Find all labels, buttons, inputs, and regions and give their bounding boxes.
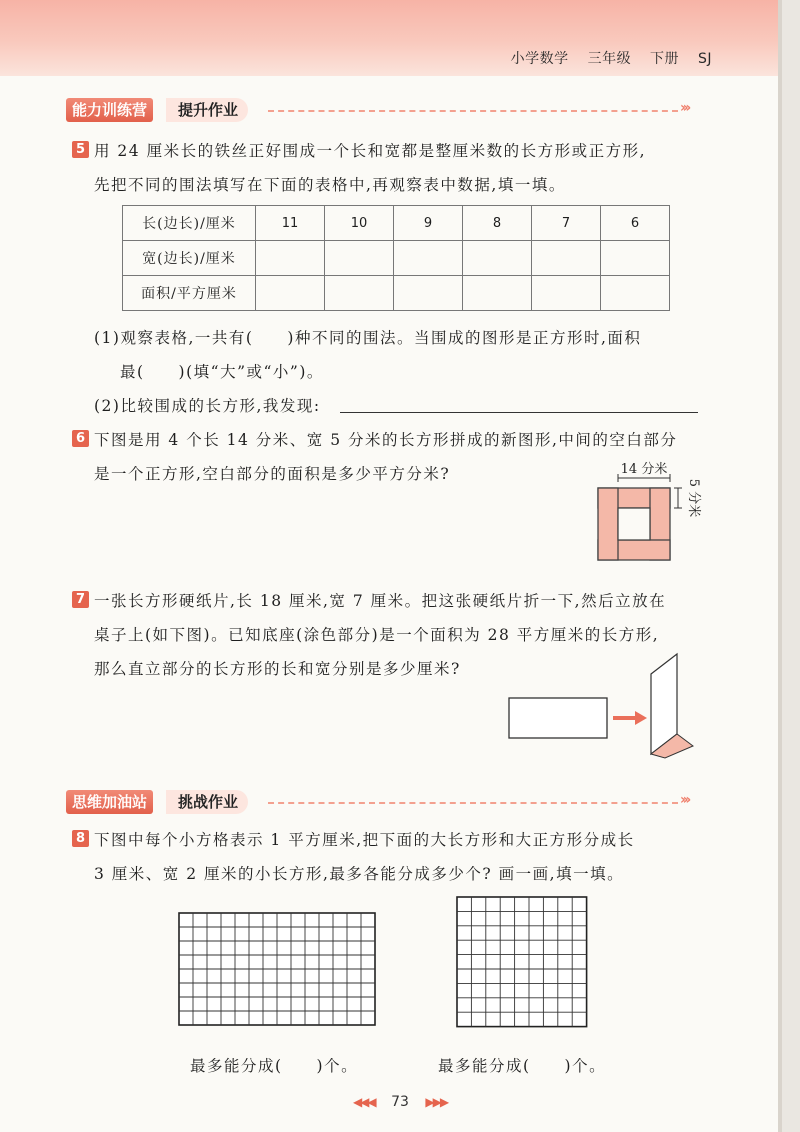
q6-figure [588,456,718,576]
answer-cell[interactable] [394,276,463,311]
answer-cell[interactable] [325,241,394,276]
q5-answer-line[interactable] [340,412,698,413]
table-cell: 7 [532,206,601,241]
center-square [618,508,650,540]
table-cell: 9 [394,206,463,241]
q8-answer-right: 最多能分成( )个。 [438,1057,607,1075]
header-edition: SJ [697,51,712,67]
q7-text-line1: 一张长方形硬纸片,长 18 厘米,宽 7 厘米。把这张硬纸片折一下,然后立放在 [94,592,667,610]
section-divider [268,802,678,804]
answer-cell[interactable] [256,241,325,276]
header-grade: 三年级 [587,51,632,67]
page-footer [0,1094,800,1110]
answer-cell[interactable] [463,241,532,276]
section-subtitle-challenge: 挑战作业 [166,790,248,814]
answer-cell[interactable] [601,241,670,276]
q8-text-line2: 3 厘米、宽 2 厘米的小长方形,最多各能分成多少个? 画一画,填一填。 [94,865,625,883]
answer-cell[interactable] [532,276,601,311]
answer-cell[interactable] [394,241,463,276]
length-label: 14 分米 [620,462,668,477]
question-number-6: 6 [72,430,89,447]
answer-cell[interactable] [256,276,325,311]
q7-text-line3: 那么直立部分的长方形的长和宽分别是多少厘米? [94,660,461,678]
table-cell: 8 [463,206,532,241]
q5-data-table [122,205,670,311]
flat-card [509,698,607,738]
q5-sub2: (2)比较围成的长方形,我发现: [94,397,321,415]
q5-text-line2: 先把不同的围法填写在下面的表格中,再观察表中数据,填一填。 [94,176,566,194]
header-subject: 小学数学 [510,51,569,67]
large-rectangle-grid[interactable] [178,912,378,1028]
width-label: 5 分米 [686,478,701,518]
left-arrows-icon: ◀◀◀ [352,1095,375,1109]
left-rectangle [598,488,618,560]
question-number-7: 7 [72,591,89,608]
section-badge-thinking: 思维加油站 [66,790,153,814]
chevron-right-icon: ››› [680,100,689,116]
table-row [123,206,670,241]
right-arrows-icon: ▶▶▶ [425,1095,448,1109]
table-cell: 6 [601,206,670,241]
row-header-width: 宽(边长)/厘米 [123,241,256,276]
q7-text-line2: 桌子上(如下图)。已知底座(涂色部分)是一个面积为 28 平方厘米的长方形, [94,626,660,644]
arrow-right-icon [635,711,647,725]
page-header [497,48,712,68]
q5-text-line1: 用 24 厘米长的铁丝正好围成一个长和宽都是整厘米数的长方形或正方形, [94,142,647,160]
section-divider [268,110,678,112]
large-square-grid[interactable] [456,896,588,1032]
q5-sub1-line1: (1)观察表格,一共有( )种不同的围法。当围成的图形是正方形时,面积 [94,329,642,347]
row-header-length: 长(边长)/厘米 [123,206,256,241]
q5-sub1-line2: 最( )(填“大”或“小”)。 [120,363,324,381]
q6-text-line2: 是一个正方形,空白部分的面积是多少平方分米? [94,465,451,483]
q8-answer-left: 最多能分成( )个。 [190,1057,359,1075]
section-subtitle-improve: 提升作业 [166,98,248,122]
page-edge-shadow [778,0,782,1132]
question-number-5: 5 [72,141,89,158]
answer-cell[interactable] [601,276,670,311]
q6-rectangles [598,488,670,560]
answer-cell[interactable] [463,276,532,311]
grid-border [457,897,587,1027]
header-volume: 下册 [650,51,680,67]
q8-text-line1: 下图中每个小方格表示 1 平方厘米,把下面的大长方形和大正方形分成长 [94,831,635,849]
q6-text-line1: 下图是用 4 个长 14 分米、宽 5 分米的长方形拼成的新图形,中间的空白部分 [94,431,678,449]
table-cell: 10 [325,206,394,241]
answer-cell[interactable] [532,241,601,276]
table-cell: 11 [256,206,325,241]
row-header-area: 面积/平方厘米 [123,276,256,311]
q7-figure [505,650,705,765]
table-row [123,241,670,276]
answer-cell[interactable] [325,276,394,311]
chevron-right-icon: ››› [680,792,689,808]
page-number: 73 [391,1094,409,1110]
section-badge-ability: 能力训练营 [66,98,153,122]
question-number-8: 8 [72,830,89,847]
table-row [123,276,670,311]
